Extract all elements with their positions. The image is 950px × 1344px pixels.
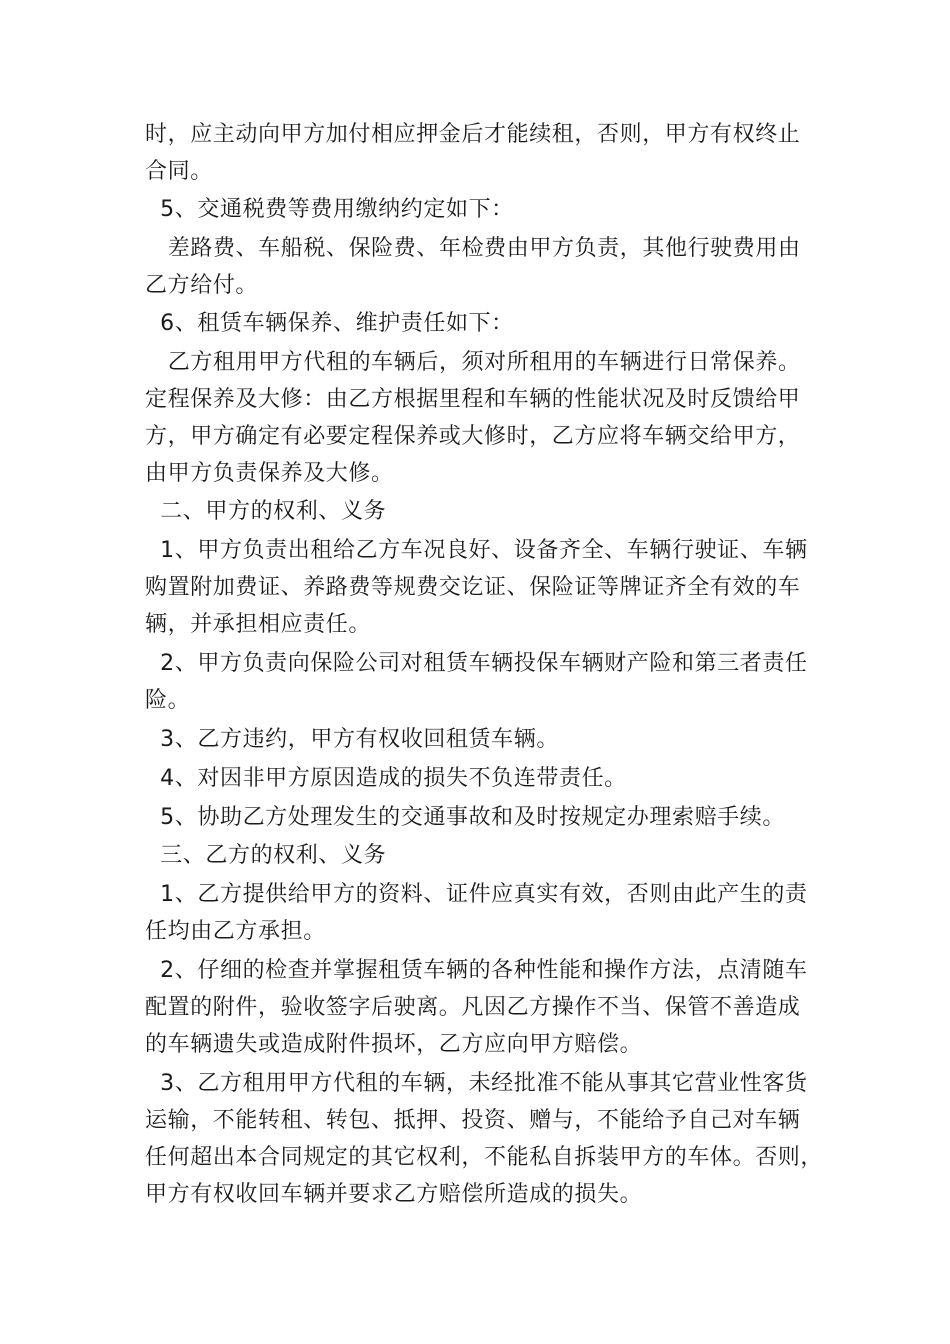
text-line: 定程保养及大修：由乙方根据里程和车辆的性能状况及时反馈给甲	[145, 387, 801, 412]
text-line: 甲方有权收回车辆并要求乙方赔偿所造成的损失。	[145, 1182, 643, 1207]
text-line: 购置附加费证、养路费等规费交讫证、保险证等牌证齐全有效的车	[145, 575, 801, 600]
text-line: 由甲方负责保养及大修。	[145, 461, 394, 486]
text-line: 4、对因非甲方原因造成的损失不负连带责任。	[145, 766, 627, 791]
text-line: 任何超出本合同规定的其它权利，不能私自拆装甲方的车体。否则，	[145, 1145, 824, 1170]
section-heading: 5、交通税费等费用缴纳约定如下：	[145, 197, 514, 222]
text-line: 1、甲方负责出租给乙方车况良好、设备齐全、车辆行驶证、车辆	[145, 538, 808, 563]
section-heading: 三、乙方的权利、义务	[145, 843, 387, 868]
text-line: 差路费、车船税、保险费、年检费由甲方负责，其他行驶费用由	[145, 236, 801, 261]
contract-body-text	[145, 116, 824, 1213]
text-line: 2、甲方负责向保险公司对租赁车辆投保车辆财产险和第三者责任	[145, 651, 808, 676]
text-line: 的车辆遗失或造成附件损坏，乙方应向甲方赔偿。	[145, 1032, 643, 1057]
text-line: 3、乙方租用甲方代租的车辆，未经批准不能从事其它营业性客货	[145, 1071, 808, 1096]
text-line: 配置的附件，验收签字后驶离。凡因乙方操作不当、保管不善造成	[145, 995, 801, 1020]
text-line: 2、仔细的检查并掌握租赁车辆的各种性能和操作方法，点清随车	[145, 958, 808, 983]
text-line: 5、协助乙方处理发生的交通事故和及时按规定办理索赔手续。	[145, 805, 785, 830]
text-line: 任均由乙方承担。	[145, 919, 326, 944]
text-line: 方，甲方确定有必要定程保养或大修时，乙方应将车辆交给甲方，	[145, 424, 801, 449]
text-line: 乙方租用甲方代租的车辆后，须对所租用的车辆进行日常保养。	[145, 350, 801, 375]
text-line: 乙方给付。	[145, 273, 259, 298]
text-line: 时，应主动向甲方加付相应押金后才能续租，否则，甲方有权终止	[145, 122, 801, 147]
text-line: 合同。	[145, 159, 213, 184]
text-line: 3、乙方违约，甲方有权收回租赁车辆。	[145, 727, 559, 752]
text-line: 1、乙方提供给甲方的资料、证件应真实有效，否则由此产生的责	[145, 882, 808, 907]
text-line: 运输，不能转租、转包、抵押、投资、赠与，不能给予自己对车辆	[145, 1108, 801, 1133]
section-heading: 6、租赁车辆保养、维护责任如下：	[145, 311, 514, 336]
text-line: 辆，并承担相应责任。	[145, 612, 372, 637]
section-heading: 二、甲方的权利、义务	[145, 499, 387, 524]
text-line: 险。	[145, 688, 191, 713]
